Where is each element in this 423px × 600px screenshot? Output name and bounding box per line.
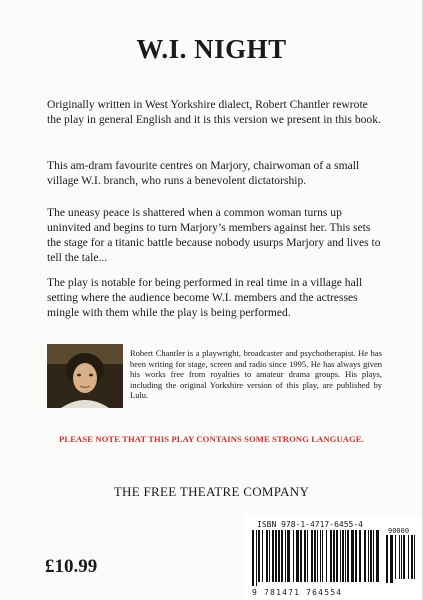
addon-barcode — [384, 535, 418, 585]
author-photo — [47, 344, 123, 408]
blurb-paragraph: The play is notable for being performed in real time in a village hall setting where the audience become W.I. members and the actresses mingle with them while the play is being performed. — [47, 276, 363, 319]
language-warning: PLEASE NOTE THAT THIS PLAY CONTAINS SOME STRONG LANGUAGE. — [59, 434, 364, 444]
author-bio: Robert Chantler is a playwright, broadcaster and psychotherapist. He has been writing for stage, screen and radio since 1995. He has always given his works free from royalties to amateur drama groups. His plays, including the original Yorkshire version of this play, are published by Lulu. — [130, 348, 382, 400]
blurb-paragraph: The uneasy peace is shattered when a common woman turns up uninvited and begins to turn Marjory’s members against her. This sets the stage for a titanic battle because nobody usurps Marjory and lives to tell the tale... — [47, 206, 381, 264]
isbn-label: ISBN 978-1-4717-6455-4 — [257, 520, 363, 529]
ean-barcode — [250, 530, 380, 588]
barcode-digits: 9 781471 764554 — [252, 588, 343, 597]
publisher-name: THE FREE THEATRE COMPANY — [113, 484, 310, 499]
blurb-paragraph: This am-dram favourite centres on Marjory, chairwoman of a small village W.I. branch, who runs a benevolent dictatorship. — [47, 159, 360, 187]
book-title: W.I. NIGHT — [136, 34, 287, 64]
blurb-paragraph: Originally written in West Yorkshire dialect, Robert Chantler rewrote the play in general English and it is this version we present in this book. — [47, 98, 381, 126]
price: £10.99 — [45, 556, 98, 577]
barcode-addon-digits: 90000 — [388, 527, 410, 535]
